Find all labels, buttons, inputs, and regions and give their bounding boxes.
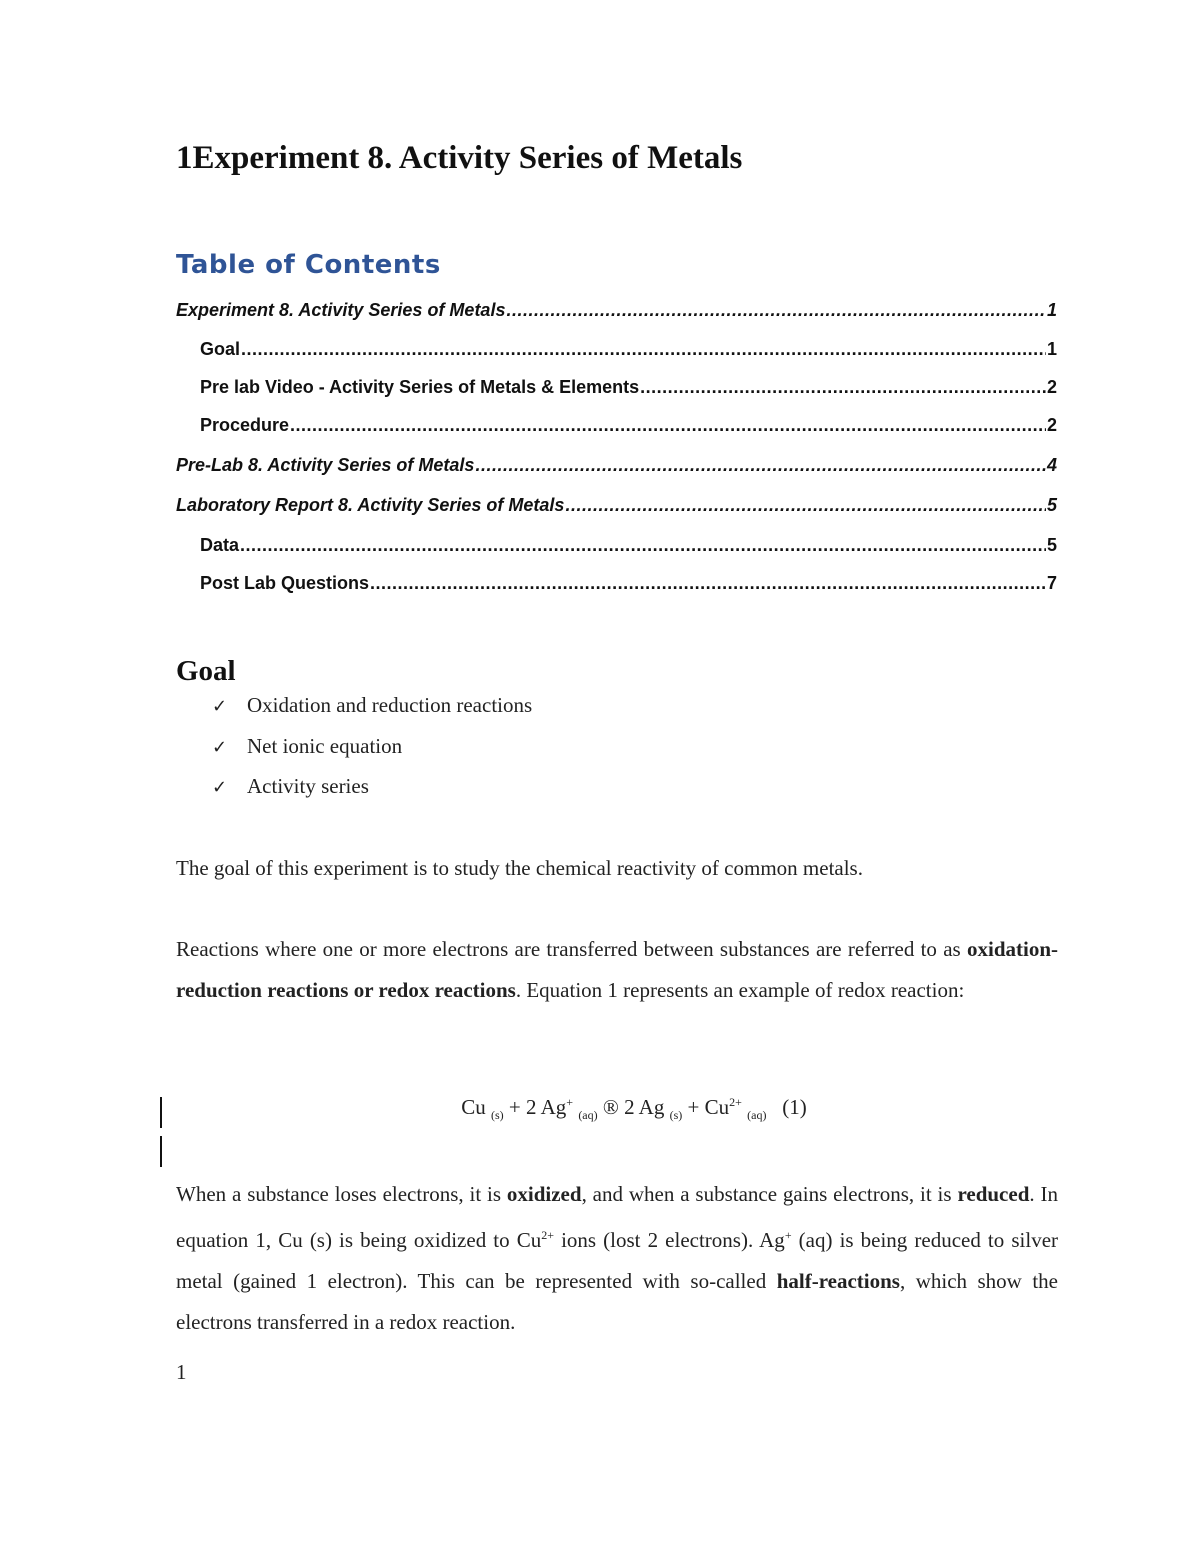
toc-leader-dots xyxy=(475,455,1046,476)
toc-entry-label: Post Lab Questions xyxy=(200,573,370,593)
toc-entry[interactable] xyxy=(200,535,1057,559)
oxidation-paragraph: When a substance loses electrons, it is oxidized, and when a substance gains electrons, it is reduced. In equation 1, Cu (s) is being oxidized to $Cu^{2+}$ ions (lost 2 electrons). Ag+ (aq) is being reduced to silver metal (gained 1 electron). This can be represented with so-called half-reactions, which show the electrons transferred in a redox reaction. xyxy=(176,1182,1059,1334)
toc-leader-dots xyxy=(290,415,1046,436)
toc-leader-dots xyxy=(640,377,1046,398)
toc-entry-label: Experiment 8. Activity Series of Metals xyxy=(176,300,506,320)
toc-page-number: 1 xyxy=(1046,300,1057,320)
goal-heading: Goal xyxy=(176,655,236,687)
revision-change-bar xyxy=(160,1136,162,1167)
toc-page-number: 7 xyxy=(1046,573,1057,593)
toc-page-number: 4 xyxy=(1046,455,1057,475)
toc-heading: Table of Contents xyxy=(176,250,441,280)
checkmark-icon: ✓ xyxy=(212,777,228,798)
goal-list-item xyxy=(212,693,532,718)
toc-entry-label: Pre lab Video - Activity Series of Metals & Elements xyxy=(200,377,640,397)
toc-entry-label: Procedure xyxy=(200,415,290,435)
checkmark-icon: ✓ xyxy=(212,737,228,758)
toc-page-number: 5 xyxy=(1046,535,1057,555)
toc-entry-label: Laboratory Report 8. Activity Series of Metals xyxy=(176,495,565,515)
bold-term: oxidized xyxy=(506,1182,582,1206)
checkmark-icon: ✓ xyxy=(212,696,228,717)
bold-term: reduced xyxy=(957,1182,1030,1206)
toc-page-number: 1 xyxy=(1046,339,1057,359)
toc-entry[interactable] xyxy=(176,495,1057,519)
goal-list-item xyxy=(212,734,402,759)
toc-entry-label: Goal xyxy=(200,339,241,359)
page-title: 1Experiment 8. Activity Series of Metals xyxy=(176,140,743,176)
toc-leader-dots xyxy=(241,339,1046,360)
toc-leader-dots xyxy=(370,573,1046,594)
toc-leader-dots xyxy=(506,300,1046,321)
redox-intro-paragraph: Reactions where one or more electrons are transferred between substances are referred to as oxidation-reduction reactions or redox reactions. Equation 1 represents an example of redox reaction: xyxy=(176,937,1058,1002)
toc-entry-label: Data xyxy=(200,535,240,555)
toc-page-number: 5 xyxy=(1046,495,1057,515)
toc-entry[interactable] xyxy=(176,300,1057,324)
page-number: 1 xyxy=(176,1360,187,1384)
toc-leader-dots xyxy=(565,495,1046,516)
toc-entry[interactable] xyxy=(200,415,1057,439)
toc-page-number: 2 xyxy=(1046,377,1057,397)
goal-list-item xyxy=(212,774,369,799)
toc-page-number: 2 xyxy=(1046,415,1057,435)
toc-entry[interactable] xyxy=(200,377,1057,401)
revision-change-bar xyxy=(160,1097,162,1128)
toc-leader-dots xyxy=(240,535,1046,556)
goal-item-text: Activity series xyxy=(247,774,369,798)
bold-term: half-reactions xyxy=(776,1269,900,1293)
goal-item-text: Oxidation and reduction reactions xyxy=(247,693,533,717)
redox-equation: Cu $_{(s)}$ + 2 Ag+ $_{(aq)}$ ® 2 Ag $_{(s)} + Cu^{2+}$ $_{(aq)}$ (1) xyxy=(461,1095,807,1123)
goal-item-text: Net ionic equation xyxy=(247,734,403,758)
toc-entry[interactable] xyxy=(176,455,1057,479)
goal-paragraph: The goal of this experiment is to study the chemical reactivity of common metals. xyxy=(176,856,863,880)
toc-entry[interactable] xyxy=(200,339,1057,363)
equation-label: (1) xyxy=(782,1095,807,1119)
bold-term: oxidation-reduction reactions or redox reactions xyxy=(176,937,1058,1002)
toc-entry[interactable] xyxy=(200,573,1057,597)
toc-entry-label: Pre-Lab 8. Activity Series of Metals xyxy=(176,455,475,475)
